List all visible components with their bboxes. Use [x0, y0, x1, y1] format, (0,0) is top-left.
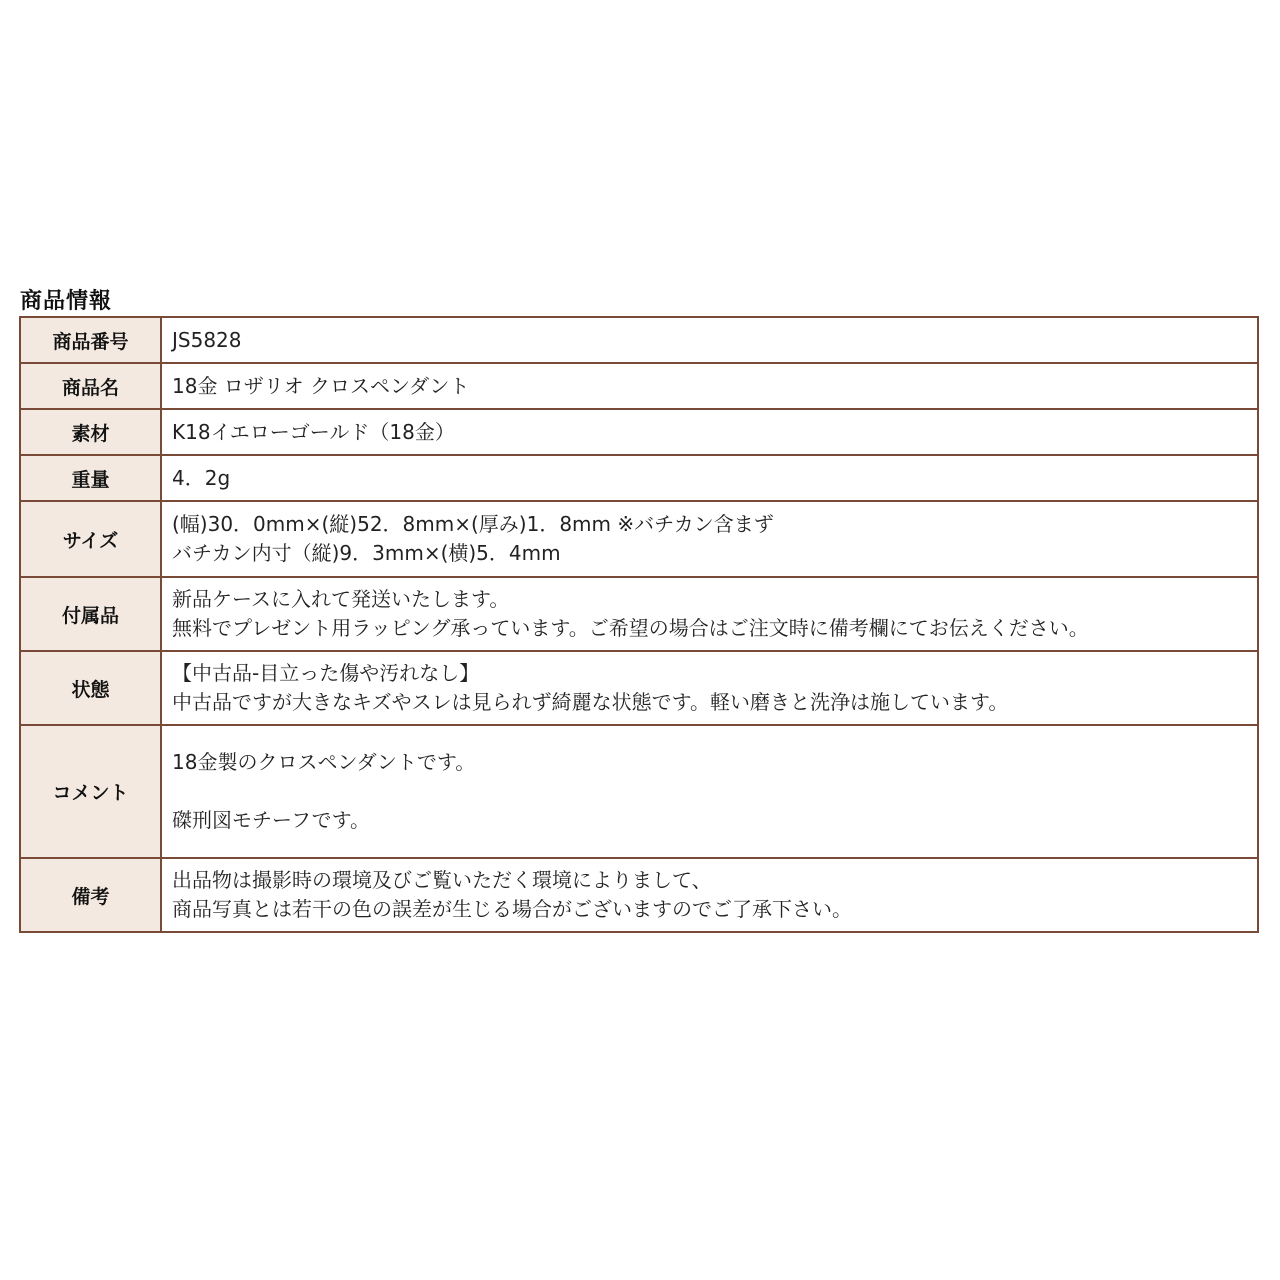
row-weight: [20, 455, 1258, 501]
accessories-line: 新品ケースに入れて発送いたします。: [172, 587, 510, 611]
comment-line: 磔刑図モチーフです。: [172, 808, 370, 832]
row-comment: [20, 725, 1258, 858]
condition-line: 中古品ですが大きなキズやスレは見られず綺麗な状態です。軽い磨きと洗浄は施しています。: [172, 690, 1009, 714]
label-weight: 重量: [20, 455, 161, 501]
size-line: (幅)30．0mm×(縦)52．8mm×(厚み)1．8mm ※バチカン含まず: [172, 512, 774, 536]
condition-line: 【中古品-目立った傷や汚れなし】: [172, 661, 480, 685]
value-product-name: 18金 ロザリオ クロスペンダント: [161, 363, 1258, 409]
value-accessories: [161, 577, 1258, 651]
row-condition: [20, 651, 1258, 725]
value-size: [161, 501, 1258, 577]
section-title: 商品情報: [20, 289, 113, 314]
value-remarks: [161, 858, 1258, 932]
product-spec-table: [19, 316, 1259, 933]
label-remarks: 備考: [20, 858, 161, 932]
comment-spacer: [172, 777, 1257, 806]
value-product-number: JS5828: [161, 317, 1258, 363]
label-product-name: 商品名: [20, 363, 161, 409]
value-material: K18イエローゴールド（18金）: [161, 409, 1258, 455]
row-material: [20, 409, 1258, 455]
size-line: バチカン内寸（縦)9．3mm×(横)5．4mm: [172, 541, 561, 565]
row-size: [20, 501, 1258, 577]
label-size: サイズ: [20, 501, 161, 577]
row-product-number: [20, 317, 1258, 363]
label-material: 素材: [20, 409, 161, 455]
label-accessories: 付属品: [20, 577, 161, 651]
label-condition: 状態: [20, 651, 161, 725]
row-accessories: [20, 577, 1258, 651]
row-product-name: [20, 363, 1258, 409]
row-remarks: [20, 858, 1258, 932]
label-product-number: 商品番号: [20, 317, 161, 363]
value-comment: [161, 725, 1258, 858]
value-condition: [161, 651, 1258, 725]
remarks-line: 商品写真とは若干の色の誤差が生じる場合がございますのでご了承下さい。: [172, 897, 852, 921]
accessories-line: 無料でプレゼント用ラッピング承っています。ご希望の場合はご注文時に備考欄にてお伝えください。: [172, 616, 1089, 640]
remarks-line: 出品物は撮影時の環境及びご覧いただく環境によりまして、: [172, 868, 712, 892]
comment-line: 18金製のクロスペンダントです。: [172, 750, 476, 774]
label-comment: コメント: [20, 725, 161, 858]
value-weight: 4．2g: [161, 455, 1258, 501]
